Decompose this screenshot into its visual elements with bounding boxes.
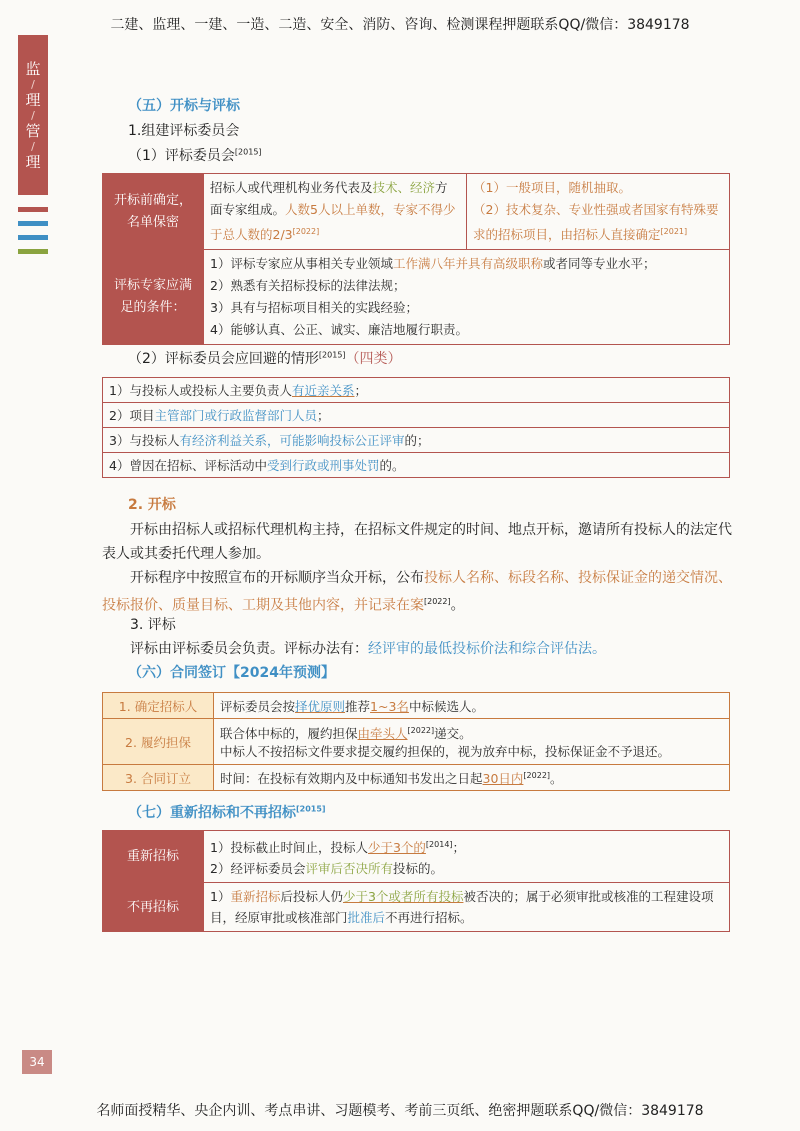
paragraph: 开标程序中按照宣布的开标顺序当众开标，公布投标人名称、标段名称、投标保证金的递交情况、投标报价、质量目标、工期及其他内容，并记录在案[2022]。 (102, 570, 732, 614)
table-cell: 时间：在投标有效期内及中标通知书发出之日起30日内[2022]。 (214, 765, 730, 791)
deco-bar (18, 221, 48, 226)
deco-bar (18, 249, 48, 254)
subsection-title: 2. 开标 (128, 497, 176, 513)
table-row: 3）与投标人有经济利益关系，可能影响投标公正评审的； (103, 428, 730, 453)
page-header: 二建、监理、一建、一造、二造、安全、消防、咨询、检测课程押题联系QQ/微信：3849178 (110, 17, 690, 33)
paragraph: 评标由评标委员会负责。评标办法有：经评审的最低投标价法和综合评估法。 (130, 641, 606, 657)
subsection-title: （1）评标委员会[2015] (128, 147, 262, 164)
table-row: 4）曾因在招标、评标活动中受到行政或刑事处罚的。 (103, 453, 730, 478)
table-cell: 1）重新招标后投标人仍少于3个或者所有投标被否决的；属于必须审批或核准的工程建设项目，经原审批或核准部门批准后不再进行招标。 (204, 883, 730, 932)
table-cell: 评标委员会按择优原则推荐1~3名中标候选人。 (214, 693, 730, 719)
section-title: （七）重新招标和不再招标[2015] (128, 804, 326, 821)
paragraph: 开标由招标人或招标代理机构主持，在招标文件规定的时间、地点开标，邀请所有投标人的法定代表人或其委托代理人参加。 (102, 522, 732, 562)
contract-table (102, 692, 730, 791)
table-label: 重新招标 (103, 831, 204, 883)
side-tab-char: 监 (25, 59, 41, 78)
table-cell: 1）投标截止时间止，投标人少于3个的[2014]； 2）经评标委员会评审后否决所有投标的。 (204, 831, 730, 883)
table-label: 3. 合同订立 (103, 765, 214, 791)
section-title: （五）开标与评标 (128, 98, 240, 114)
table-label: 1. 确定招标人 (103, 693, 214, 719)
subsection-title: 1.组建评标委员会 (128, 123, 240, 139)
retender-table (102, 830, 730, 932)
table-cell: （1）一般项目，随机抽取。 （2）技术复杂、专业性强或者国家有特殊要求的招标项目，由招标人直接确定[2021] (467, 174, 730, 250)
committee-table (102, 173, 730, 345)
side-tab: 监 / 理 / 管 / 理 (18, 35, 48, 195)
deco-bar (18, 207, 48, 212)
subsection-title: 3. 评标 (130, 617, 176, 633)
side-tab-char: 理 (25, 90, 41, 109)
side-tab-char: 理 (25, 152, 41, 171)
table-label: 开标前确定，名单保密 (103, 174, 204, 250)
table-label: 评标专家应满足的条件： (103, 250, 204, 345)
table-row: 1）与投标人或投标人主要负责人有近亲关系； (103, 378, 730, 403)
deco-bar (18, 235, 48, 240)
section-title: （六）合同签订【2024年预测】 (128, 665, 335, 681)
subsection-title: （2）评标委员会应回避的情形[2015]（四类） (128, 350, 402, 367)
table-cell: 联合体中标的，履约担保由牵头人[2022]递交。 中标人不按招标文件要求提交履约担保的，视为放弃中标，投标保证金不予退还。 (214, 719, 730, 765)
table-cell: 1）评标专家应从事相关专业领域工作满八年并具有高级职称或者同等专业水平； 2）熟悉有关招标投标的法律法规； 3）具有与招标项目相关的实践经验； 4）能够认真、公正、诚实、廉洁地履行职责。 (204, 250, 730, 345)
table-row: 2）项目主管部门或行政监督部门人员； (103, 403, 730, 428)
recusal-table (102, 377, 730, 478)
page-footer: 名师面授精华、央企内训、考点串讲、习题模考、考前三页纸、绝密押题联系QQ/微信：3849178 (96, 1103, 704, 1119)
table-label: 不再招标 (103, 883, 204, 932)
page-number: 34 (22, 1050, 52, 1074)
table-label: 2. 履约担保 (103, 719, 214, 765)
table-cell: 招标人或代理机构业务代表及技术、经济方面专家组成。人数5人以上单数，专家不得少于总人数的2/3[2022] (204, 174, 467, 250)
side-tab-char: 管 (25, 121, 41, 140)
